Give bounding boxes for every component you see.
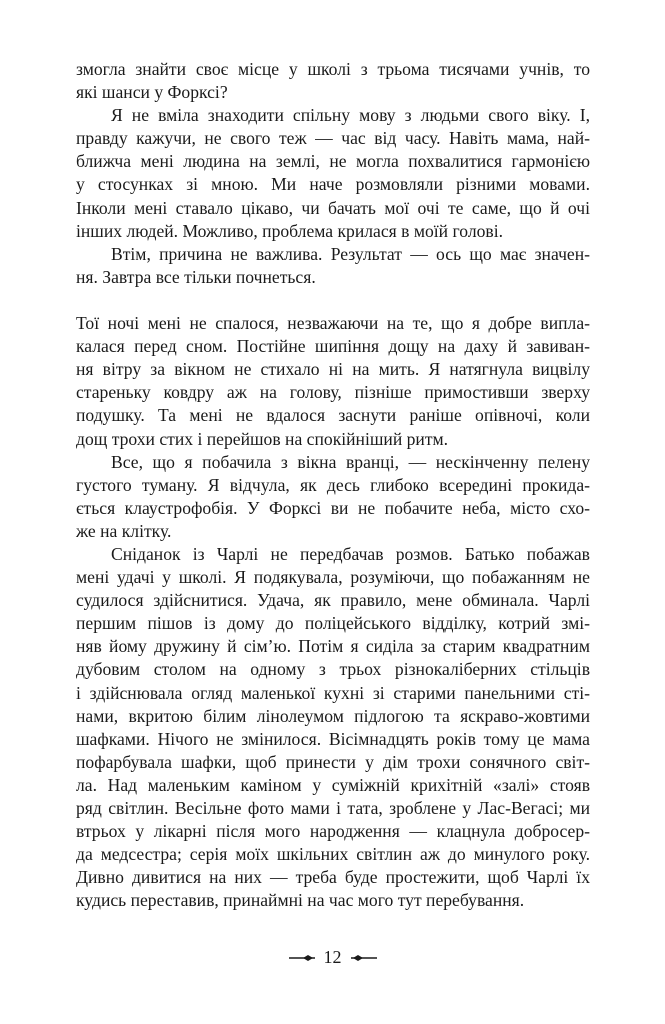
text-line: ряд світлин. Весільне фото мами і тата, зроблене у Лас-Вегасі; ми (76, 798, 590, 818)
paragraph (76, 451, 590, 543)
text-line: пофарбувала шафки, щоб принести у дім трохи сонячного світ- (76, 751, 590, 772)
paragraph (76, 243, 590, 289)
text-line: Втім, причина не важлива. Результат — ось що має значен- (111, 243, 590, 264)
paragraph (76, 58, 590, 104)
text-line: і здійснювала огляд маленької кухні зі старими панельними сті- (76, 682, 590, 703)
section-break (76, 289, 590, 312)
page-footer (0, 947, 665, 968)
text-line: же на клітку. (76, 520, 172, 541)
text-line: мені удачі у школі. Я подякувала, розуміючи, що побажанням не (76, 567, 590, 588)
text-line: ється клаустрофобія. У Форксі ви не побачите неба, місто схо- (76, 497, 590, 518)
text-line: подушку. Та мені не вдалося заснути раніше опівночі, коли (76, 405, 590, 426)
text-line: дубовим столом на одному з трьох різнокаліберних стільців (76, 659, 590, 680)
text-line: правду кажучи, не свого теж — час від часу. Навіть мама, най- (76, 128, 590, 149)
text-line: да медсестра; серія моїх шкільних світлин аж до минулого року. (76, 844, 590, 865)
text-line: нами, вкритою білим лінолеумом підлогою та яскраво-жовтими (76, 705, 590, 726)
text-line: дощ трохи стих і перейшов на спокійніший ритм. (76, 428, 449, 449)
text-line: ла. Над маленьким каміном у суміжній крихітній «залі» стояв (76, 774, 590, 795)
paragraph (76, 312, 590, 451)
page-body (76, 58, 590, 912)
text-line: Сніданок із Чарлі не передбачав розмов. Батько побажав (111, 543, 590, 564)
text-line: судилося здійснитися. Удача, як правило, мене обминала. Чарлі (76, 590, 590, 611)
text-line: першим пішов із дому до поліцейського відділку, котрий змі- (76, 613, 590, 634)
text-line: няв йому дружину й сім’ю. Потім я сиділа за старим квадратним (76, 636, 590, 657)
text-line: які шанси у Форксі? (76, 82, 228, 103)
text-line: Тої ночі мені не спалося, незважаючи на те, що я добре випла- (76, 313, 590, 334)
text-line: інших людей. Можливо, проблема крилася в моїй голові. (76, 220, 503, 241)
left-ornament-icon (289, 953, 315, 963)
text-line: стареньку ковдру аж на голову, пізніше примостивши зверху (76, 382, 590, 403)
text-line: Інколи мені ставало цікаво, чи бачать мої очі те саме, що й очі (76, 197, 590, 218)
paragraph (76, 104, 590, 243)
text-line: Все, що я побачила з вікна вранці, — нескінченну пелену (111, 451, 590, 472)
text-line: у стосунках зі мною. Ми наче розмовляли різними мовами. (76, 174, 590, 195)
paragraph (76, 543, 590, 913)
text-line: калася перед сном. Постійне шипіння дощу на даху й завиван- (76, 336, 590, 357)
right-ornament-icon (351, 953, 377, 963)
text-line: ближча мені людина на землі, не могла похвалитися гармонією (76, 151, 590, 172)
text-line: ня вітру за вікном не стихало ні на мить. Я натягнула вицвілу (76, 359, 590, 380)
page-number: 12 (323, 947, 342, 967)
text-line: Я не вміла знаходити спільну мову з людьми свого віку. І, (111, 105, 590, 126)
text-line: шафками. Нічого не змінилося. Вісімнадцять років тому це мама (76, 728, 590, 749)
text-line: втрьох у лікарні після мого народження — клацнула добросер- (76, 821, 590, 842)
text-line: Дивно дивитися на них — треба буде простежити, щоб Чарлі їх (76, 867, 590, 888)
text-line: кудись переставив, принаймні на час мого тут перебування. (76, 890, 525, 911)
text-line: ня. Завтра все тільки почнеться. (76, 266, 316, 287)
text-line: змогла знайти своє місце у школі з трьома тисячами учнів, то (76, 59, 590, 79)
text-line: густого туману. Я відчула, як десь глибоко всередині прокида- (76, 474, 590, 495)
